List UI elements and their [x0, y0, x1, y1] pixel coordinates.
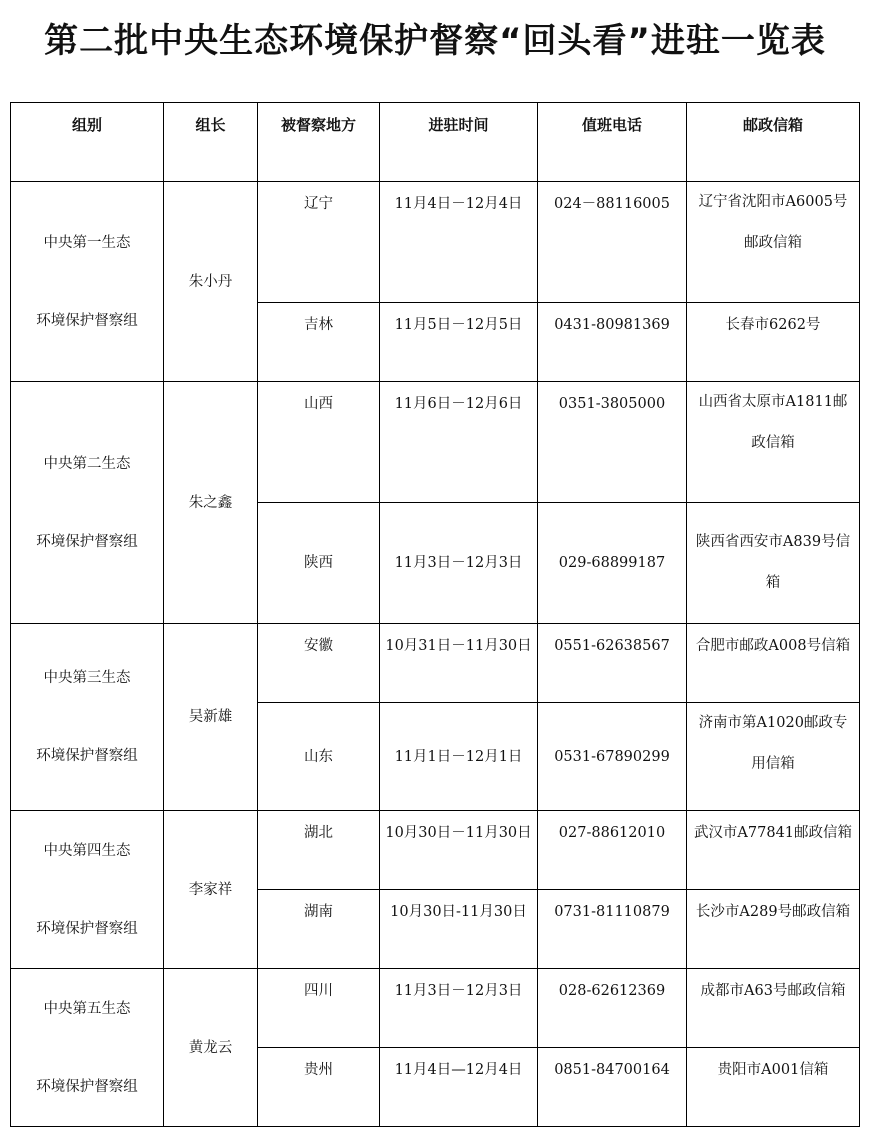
leader-cell: 李家祥 [164, 811, 258, 969]
group-name-cell [11, 182, 164, 382]
time-cell: 11月4日—12月4日 [380, 1048, 538, 1127]
mailbox-line: 济南市第A1020邮政专 [698, 715, 848, 731]
mailbox-line: 箱 [765, 575, 781, 591]
region-cell: 湖北 [258, 811, 380, 890]
time-cell: 11月4日－12月4日 [380, 182, 538, 303]
time-cell: 11月1日－12月1日 [380, 703, 538, 811]
inspection-table [10, 102, 860, 1127]
table-row [11, 382, 860, 503]
header-row [11, 103, 860, 182]
table-row [11, 811, 860, 890]
mailbox-cell: 长沙市A289号邮政信箱 [687, 890, 860, 969]
group-name-cell [11, 969, 164, 1127]
time-cell: 11月3日－12月3日 [380, 969, 538, 1048]
phone-cell: 029-68899187 [538, 503, 687, 624]
mailbox-cell: 武汉市A77841邮政信箱 [687, 811, 860, 890]
group-name-line: 环境保护督察组 [36, 312, 138, 329]
region-cell: 贵州 [258, 1048, 380, 1127]
time-cell: 11月5日－12月5日 [380, 303, 538, 382]
region-cell: 安徽 [258, 624, 380, 703]
region-cell: 山西 [258, 382, 380, 503]
mailbox-line: 用信箱 [751, 756, 795, 772]
phone-cell: 0551-62638567 [538, 624, 687, 703]
phone-cell: 027-88612010 [538, 811, 687, 890]
time-cell: 10月31日－11月30日 [380, 624, 538, 703]
mailbox-cell [687, 703, 860, 811]
mailbox-cell: 合肥市邮政A008号信箱 [687, 624, 860, 703]
phone-cell: 0431-80981369 [538, 303, 687, 382]
phone-cell: 0351-3805000 [538, 382, 687, 503]
phone-cell: 024－88116005 [538, 182, 687, 303]
mailbox-cell [687, 503, 860, 624]
group-name-line: 中央第三生态 [43, 670, 131, 686]
header-mailbox: 邮政信箱 [687, 103, 860, 182]
phone-cell: 0731-81110879 [538, 890, 687, 969]
region-cell: 辽宁 [258, 182, 380, 303]
group-name-line: 中央第二生态 [43, 455, 131, 472]
group-name-cell [11, 382, 164, 624]
table-row [11, 969, 860, 1048]
time-cell: 11月3日－12月3日 [380, 503, 538, 624]
group-name-line: 中央第一生态 [43, 234, 131, 251]
leader-cell: 黄龙云 [164, 969, 258, 1127]
mailbox-line: 邮政信箱 [744, 235, 802, 251]
region-cell: 山东 [258, 703, 380, 811]
mailbox-line: 政信箱 [751, 435, 795, 451]
group-name-line: 中央第四生态 [43, 842, 131, 859]
region-cell: 湖南 [258, 890, 380, 969]
mailbox-line: 山西省太原市A1811邮 [698, 394, 848, 410]
header-region: 被督察地方 [258, 103, 380, 182]
mailbox-line: 辽宁省沈阳市A6005号 [698, 194, 848, 210]
table-row [11, 182, 860, 303]
region-cell: 陕西 [258, 503, 380, 624]
group-name-line: 环境保护督察组 [36, 533, 138, 550]
time-cell: 11月6日－12月6日 [380, 382, 538, 503]
header-group: 组别 [11, 103, 164, 182]
phone-cell: 0531-67890299 [538, 703, 687, 811]
page-title: 第二批中央生态环境保护督察“回头看”进驻一览表 [44, 21, 826, 61]
group-name-line: 环境保护督察组 [36, 748, 138, 764]
time-cell: 10月30日－11月30日 [380, 811, 538, 890]
leader-cell: 朱之鑫 [164, 382, 258, 624]
group-name-cell [11, 811, 164, 969]
phone-cell: 028-62612369 [538, 969, 687, 1048]
group-name-line: 中央第五生态 [43, 1000, 131, 1017]
group-name-line: 环境保护督察组 [36, 920, 138, 937]
leader-cell: 朱小丹 [164, 182, 258, 382]
header-time: 进驻时间 [380, 103, 538, 182]
leader-cell: 吴新雄 [164, 624, 258, 811]
mailbox-cell [687, 182, 860, 303]
table-row [11, 624, 860, 703]
header-leader: 组长 [164, 103, 258, 182]
mailbox-cell [687, 382, 860, 503]
mailbox-line: 陕西省西安市A839号信 [695, 534, 851, 550]
group-name-line: 环境保护督察组 [36, 1078, 138, 1095]
header-phone: 值班电话 [538, 103, 687, 182]
group-name-cell [11, 624, 164, 811]
mailbox-cell: 成都市A63号邮政信箱 [687, 969, 860, 1048]
phone-cell: 0851-84700164 [538, 1048, 687, 1127]
mailbox-cell: 长春市6262号 [687, 303, 860, 382]
region-cell: 吉林 [258, 303, 380, 382]
mailbox-cell: 贵阳市A001信箱 [687, 1048, 860, 1127]
time-cell: 10月30日-11月30日 [380, 890, 538, 969]
region-cell: 四川 [258, 969, 380, 1048]
